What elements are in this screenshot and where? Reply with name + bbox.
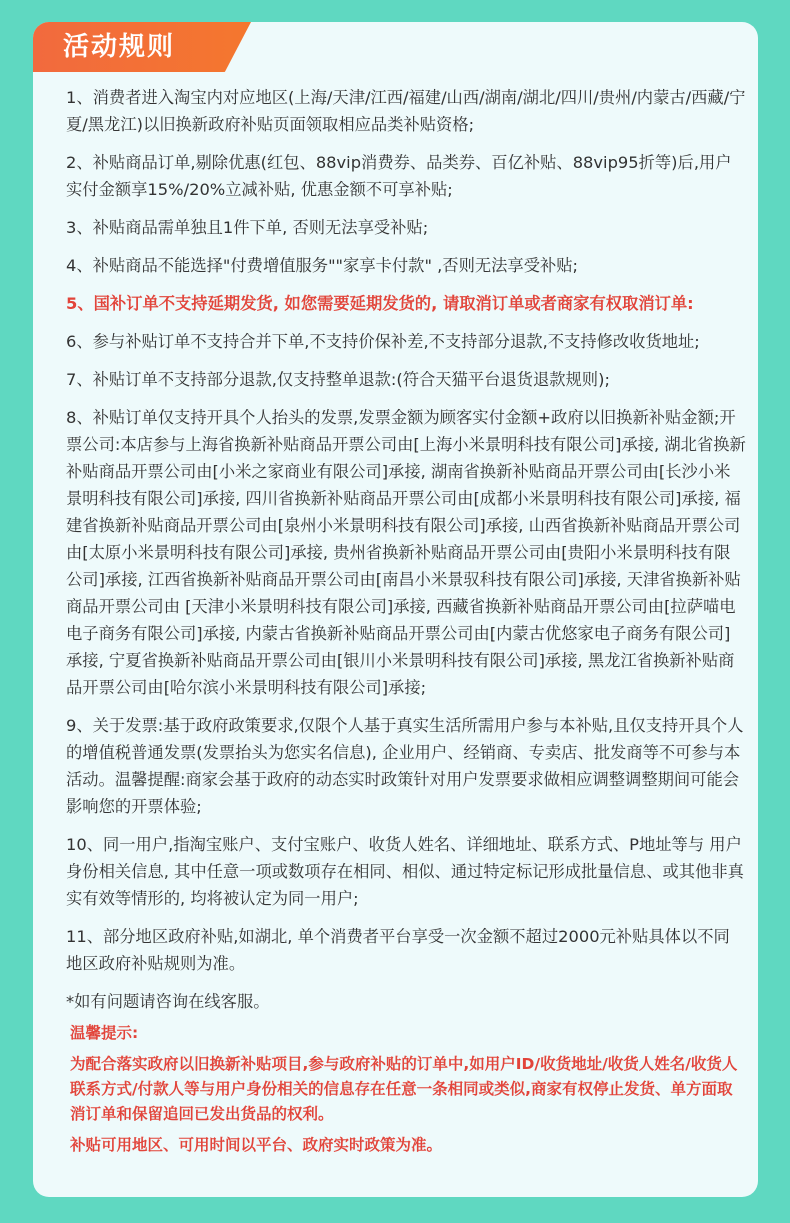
tips-body: 为配合落实政府以旧换新补贴项目,参与政府补贴的订单中,如用户ID/收货地址/收货人姓名/收货人联系方式/付款人等与用户身份相关的信息存在任意一条相同或类似,商家有权停止发货、单方面取消订单和保留追回已发出货品的权利。 [70, 1055, 738, 1123]
rule-item-10: 10、同一用户,指淘宝账户、支付宝账户、收货人姓名、详细地址、联系方式、P地址等与 用户身份相关信息, 其中任意一项或数项存在相同、相似、通过特定标记形成批量信息、或其他非真实有效等情形的, 均将被认定为同一用户; [66, 835, 744, 908]
rule-item-9: 9、关于发票:基于政府政策要求,仅限个人基于真实生活所需用户参与本补贴,且仅支持开具个人的增值税普通发票(发票抬头为您实名信息), 企业用户、经销商、专卖店、批发商等不可参与本活动。温馨提醒:商家会基于政府的动态实时政策针对用户发票要求做相应调整调整期间可能会影响您的开票体验; [66, 716, 744, 816]
rule-item-4: 4、补贴商品不能选择"付费增值服务""家享卡付款" ,否则无法享受补贴; [66, 256, 579, 275]
tips-heading: 温馨提示: [70, 1024, 139, 1042]
rule-item-5-highlight: 5、国补订单不支持延期发货, 如您需要延期发货的, 请取消订单或者商家有权取消订单: [66, 294, 694, 313]
rule-item-7: 7、补贴订单不支持部分退款,仅支持整单退款:(符合天猫平台退货退款规则); [66, 370, 610, 389]
page-title: 活动规则 [63, 32, 176, 62]
rule-item-6: 6、参与补贴订单不支持合并下单,不支持价保补差,不支持部分退款,不支持修改收货地址; [66, 332, 700, 351]
rule-item-1: 1、消费者进入淘宝内对应地区(上海/天津/江西/福建/山西/湖南/湖北/四川/贵州/内蒙古/西藏/宁夏/黑龙江)以旧换新政府补贴页面领取相应品类补贴资格; [66, 88, 746, 134]
tips-footer: 补贴可用地区、可用时间以平台、政府实时政策为准。 [70, 1136, 443, 1154]
customer-service-note: *如有问题请咨询在线客服。 [66, 992, 270, 1011]
rule-item-2: 2、补贴商品订单,剔除优惠(红包、88vip消费券、品类券、百亿补贴、88vip95折等)后,用户实付金额享15%/20%立减补贴, 优惠金额不可享补贴; [66, 153, 732, 199]
rules-card [33, 22, 758, 1197]
rule-item-11: 11、部分地区政府补贴,如湖北, 单个消费者平台享受一次金额不超过2000元补贴具体以不同地区政府补贴规则为准。 [66, 927, 730, 973]
rule-item-3: 3、补贴商品需单独且1件下单, 否则无法享受补贴; [66, 218, 429, 237]
rule-item-8: 8、补贴订单仅支持开具个人抬头的发票,发票金额为顾客实付金额+政府以旧换新补贴金额;开票公司:本店参与上海省换新补贴商品开票公司由[上海小米景明科技有限公司]承接, 湖北省换新补贴商品开票公司由[小米之家商业有限公司]承接, 湖南省换新补贴商品开票公司由[长沙小米景明科技有限公司]承接, 四川省换新补贴商品开票公司由[成都小米景明科技有限公司]承接, 福建省换新补贴商品开票公司由[泉州小米景明科技有限公司]承接, 山西省换新补贴商品开票公司由[太原小米景明科技有限公司]承接, 贵州省换新补贴商品开票公司由[贵阳小米景明科技有限公司]承接, 江西省换新补贴商品开票公司由[南昌小米景驭科技有限公司]承接, 天津省换新补贴商品开票公司由 [天津小米景明科技有限公司]承接, 西藏省换新补贴商品开票公司由[拉萨喵电电子商务有限公司]承接, 内蒙古省换新补贴商品开票公司由[内蒙古优悠家电子商务有限公司]承接, 宁夏省换新补贴商品开票公司由[银川小米景明科技有限公司]承接, 黑龙江省换新补贴商品开票公司由[哈尔滨小米景明科技有限公司]承接; [66, 408, 746, 697]
rules-content [66, 84, 746, 1158]
